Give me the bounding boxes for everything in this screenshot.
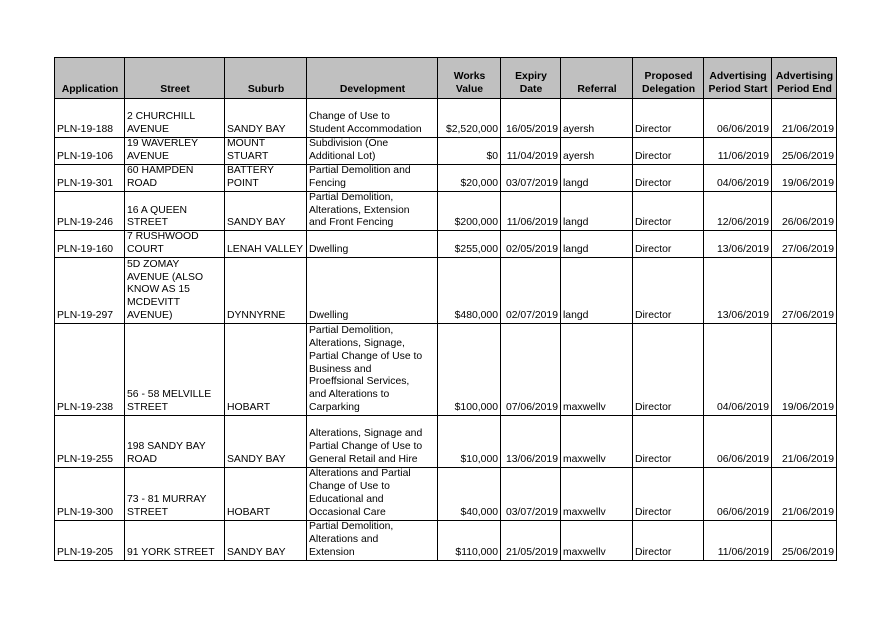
cell-works-value: $10,000 (438, 416, 501, 468)
cell-referral: ayersh (561, 138, 633, 165)
cell-referral: maxwellv (561, 468, 633, 521)
cell-application: PLN-19-238 (55, 324, 125, 416)
cell-expiry-date: 03/07/2019 (501, 468, 561, 521)
cell-development: Partial Demolition, Alterations, Extension and Front Fencing (307, 191, 438, 231)
cell-application: PLN-19-297 (55, 258, 125, 324)
cell-application: PLN-19-106 (55, 138, 125, 165)
cell-referral: langd (561, 191, 633, 231)
cell-expiry-date: 03/07/2019 (501, 164, 561, 191)
cell-suburb: SANDY BAY (225, 191, 307, 231)
cell-advertising-start: 06/06/2019 (704, 99, 772, 138)
cell-delegation: Director (633, 138, 704, 165)
table-row (55, 416, 837, 468)
table-row (55, 138, 837, 165)
cell-street: 7 RUSHWOOD COURT (125, 231, 225, 258)
cell-suburb: HOBART (225, 468, 307, 521)
cell-works-value: $100,000 (438, 324, 501, 416)
table-row (55, 99, 837, 138)
cell-referral: langd (561, 164, 633, 191)
cell-development: Partial Demolition and Fencing (307, 164, 438, 191)
cell-referral: langd (561, 231, 633, 258)
cell-application: PLN-19-300 (55, 468, 125, 521)
cell-advertising-end: 21/06/2019 (772, 99, 837, 138)
cell-suburb: MOUNT STUART (225, 138, 307, 165)
cell-advertising-end: 25/06/2019 (772, 520, 837, 560)
cell-suburb: BATTERY POINT (225, 164, 307, 191)
cell-works-value: $40,000 (438, 468, 501, 521)
cell-development: Subdivision (One Additional Lot) (307, 138, 438, 165)
cell-referral: ayersh (561, 99, 633, 138)
table-row (55, 258, 837, 324)
cell-street: 73 - 81 MURRAY STREET (125, 468, 225, 521)
table-row (55, 520, 837, 560)
cell-advertising-end: 19/06/2019 (772, 164, 837, 191)
cell-development: Dwelling (307, 258, 438, 324)
cell-development: Partial Demolition, Alterations, Signage, Partial Change of Use to Business and Proeffsional Services, and Alterations to Carparking (307, 324, 438, 416)
cell-suburb: SANDY BAY (225, 99, 307, 138)
cell-street: 5D ZOMAY AVENUE (ALSO KNOW AS 15 MCDEVITT AVENUE) (125, 258, 225, 324)
cell-application: PLN-19-255 (55, 416, 125, 468)
header-proposed-delegation: Proposed Delegation (633, 58, 704, 99)
applications-table (54, 57, 837, 561)
header-suburb: Suburb (225, 58, 307, 99)
cell-expiry-date: 21/05/2019 (501, 520, 561, 560)
table-row (55, 191, 837, 231)
cell-delegation: Director (633, 468, 704, 521)
cell-street: 2 CHURCHILL AVENUE (125, 99, 225, 138)
cell-delegation: Director (633, 324, 704, 416)
cell-referral: maxwellv (561, 416, 633, 468)
cell-application: PLN-19-160 (55, 231, 125, 258)
cell-referral: langd (561, 258, 633, 324)
cell-referral: maxwellv (561, 520, 633, 560)
cell-expiry-date: 11/06/2019 (501, 191, 561, 231)
cell-street: 198 SANDY BAY ROAD (125, 416, 225, 468)
header-advertising-end: Advertising Period End (772, 58, 837, 99)
cell-works-value: $200,000 (438, 191, 501, 231)
cell-advertising-start: 06/06/2019 (704, 416, 772, 468)
cell-development: Dwelling (307, 231, 438, 258)
cell-delegation: Director (633, 164, 704, 191)
table-row (55, 324, 837, 416)
cell-development: Alterations, Signage and Partial Change of Use to General Retail and Hire (307, 416, 438, 468)
cell-advertising-end: 27/06/2019 (772, 258, 837, 324)
cell-works-value: $480,000 (438, 258, 501, 324)
header-street: Street (125, 58, 225, 99)
cell-delegation: Director (633, 99, 704, 138)
cell-application: PLN-19-301 (55, 164, 125, 191)
header-advertising-start: Advertising Period Start (704, 58, 772, 99)
cell-advertising-end: 21/06/2019 (772, 468, 837, 521)
cell-street: 19 WAVERLEY AVENUE (125, 138, 225, 165)
cell-advertising-start: 11/06/2019 (704, 520, 772, 560)
cell-works-value: $20,000 (438, 164, 501, 191)
cell-application: PLN-19-246 (55, 191, 125, 231)
cell-works-value: $0 (438, 138, 501, 165)
cell-delegation: Director (633, 231, 704, 258)
cell-expiry-date: 02/07/2019 (501, 258, 561, 324)
cell-referral: maxwellv (561, 324, 633, 416)
cell-development: Alterations and Partial Change of Use to Educational and Occasional Care (307, 468, 438, 521)
cell-suburb: SANDY BAY (225, 520, 307, 560)
cell-application: PLN-19-205 (55, 520, 125, 560)
cell-street: 60 HAMPDEN ROAD (125, 164, 225, 191)
table-row (55, 468, 837, 521)
header-application: Application (55, 58, 125, 99)
cell-street: 16 A QUEEN STREET (125, 191, 225, 231)
cell-advertising-end: 19/06/2019 (772, 324, 837, 416)
cell-delegation: Director (633, 416, 704, 468)
cell-advertising-start: 13/06/2019 (704, 258, 772, 324)
cell-development: Change of Use to Student Accommodation (307, 99, 438, 138)
header-referral: Referral (561, 58, 633, 99)
cell-delegation: Director (633, 191, 704, 231)
cell-advertising-end: 21/06/2019 (772, 416, 837, 468)
cell-expiry-date: 07/06/2019 (501, 324, 561, 416)
header-expiry-date: Expiry Date (501, 58, 561, 99)
cell-works-value: $255,000 (438, 231, 501, 258)
cell-application: PLN-19-188 (55, 99, 125, 138)
cell-advertising-start: 06/06/2019 (704, 468, 772, 521)
cell-suburb: HOBART (225, 324, 307, 416)
header-row (55, 58, 837, 99)
cell-suburb: LENAH VALLEY (225, 231, 307, 258)
cell-advertising-end: 26/06/2019 (772, 191, 837, 231)
cell-expiry-date: 16/05/2019 (501, 99, 561, 138)
cell-expiry-date: 11/04/2019 (501, 138, 561, 165)
cell-street: 91 YORK STREET (125, 520, 225, 560)
cell-street: 56 - 58 MELVILLE STREET (125, 324, 225, 416)
cell-works-value: $2,520,000 (438, 99, 501, 138)
cell-suburb: SANDY BAY (225, 416, 307, 468)
cell-works-value: $110,000 (438, 520, 501, 560)
cell-advertising-end: 25/06/2019 (772, 138, 837, 165)
cell-suburb: DYNNYRNE (225, 258, 307, 324)
cell-advertising-end: 27/06/2019 (772, 231, 837, 258)
cell-development: Partial Demolition, Alterations and Extension (307, 520, 438, 560)
cell-expiry-date: 13/06/2019 (501, 416, 561, 468)
cell-delegation: Director (633, 258, 704, 324)
cell-advertising-start: 04/06/2019 (704, 164, 772, 191)
cell-advertising-start: 12/06/2019 (704, 191, 772, 231)
cell-advertising-start: 04/06/2019 (704, 324, 772, 416)
table-row (55, 164, 837, 191)
cell-expiry-date: 02/05/2019 (501, 231, 561, 258)
cell-delegation: Director (633, 520, 704, 560)
header-works-value: Works Value (438, 58, 501, 99)
header-development: Development (307, 58, 438, 99)
table-row (55, 231, 837, 258)
cell-advertising-start: 11/06/2019 (704, 138, 772, 165)
cell-advertising-start: 13/06/2019 (704, 231, 772, 258)
